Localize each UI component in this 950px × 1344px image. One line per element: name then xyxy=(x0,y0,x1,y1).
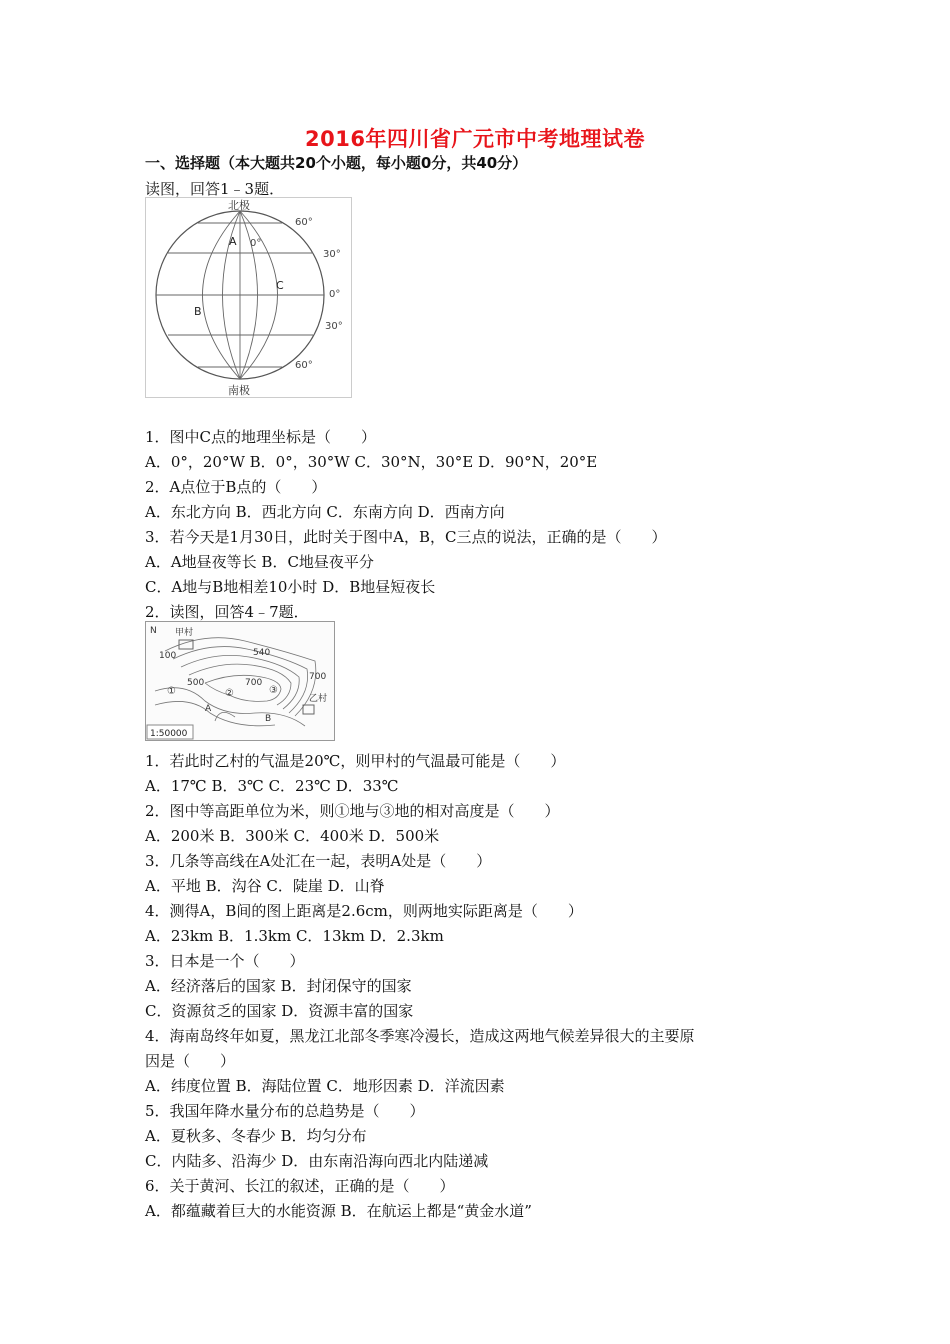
south-pole-label: 南极 xyxy=(228,384,250,397)
yi-village-label: 乙村 xyxy=(309,694,328,704)
question-1-3-options-a: A．A地昼夜等长 B．C地昼夜平分 xyxy=(145,553,374,571)
scale-label: 1:50000 xyxy=(150,729,188,739)
question-6-options-a: A．都蕴藏着巨大的水能资源 B．在航运上都是“黄金水道” xyxy=(145,1202,532,1220)
point-a-label: A xyxy=(229,235,237,248)
lat-30n-label: 30° xyxy=(323,249,341,260)
point-b-label: B xyxy=(194,305,202,318)
section-heading: 一、选择题（本大题共20个小题，每小题0分，共40分） xyxy=(145,154,528,172)
question-4-line-1: 4．海南岛终年如夏，黑龙江北部冬季寒冷漫长，造成这两地气候差异很大的主要原 xyxy=(145,1027,695,1045)
question-2-3-options: A．平地 B．沟谷 C．陡崖 D．山脊 xyxy=(145,877,385,895)
north-pole-label: 北极 xyxy=(228,199,250,212)
question-2-1: 1．若此时乙村的气温是20℃，则甲村的气温最可能是（ ） xyxy=(145,752,566,770)
question-3-options-c: C．资源贫乏的国家 D．资源丰富的国家 xyxy=(145,1002,414,1020)
question-4-options: A．纬度位置 B．海陆位置 C．地形因素 D．洋流因素 xyxy=(145,1077,505,1095)
question-5-options-a: A．夏秋多、冬春少 B．均匀分布 xyxy=(145,1127,367,1145)
lat-30s-label: 30° xyxy=(325,321,343,332)
question-1-2-options: A．东北方向 B．西北方向 C．东南方向 D．西南方向 xyxy=(145,503,505,521)
globe-figure xyxy=(145,197,352,398)
question-1-3: 3．若今天是1月30日，此时关于图中A，B，C三点的说法，正确的是（ ） xyxy=(145,528,667,546)
point-3-label: ③ xyxy=(269,685,278,696)
page-title: 2016年四川省广元市中考地理试卷 xyxy=(305,127,645,151)
intro-2: 2．读图，回答4﹣7题． xyxy=(145,603,309,621)
point-c-label: C xyxy=(276,279,284,292)
point-a-map-label: A xyxy=(205,704,212,714)
question-6: 6．关于黄河、长江的叙述，正确的是（ ） xyxy=(145,1177,455,1195)
contour-700b-label: 700 xyxy=(309,672,327,682)
question-1-2: 2．A点位于B点的（ ） xyxy=(145,478,327,496)
question-2-1-options: A．17℃ B．3℃ C．23℃ D．33℃ xyxy=(145,777,399,795)
question-3-options-a: A．经济落后的国家 B．封闭保守的国家 xyxy=(145,977,412,995)
question-5-options-c: C．内陆多、沿海少 D．由东南沿海向西北内陆递减 xyxy=(145,1152,489,1170)
question-2-2: 2．图中等高距单位为米，则①地与③地的相对高度是（ ） xyxy=(145,802,560,820)
question-2-4-options: A．23km B．1.3km C．13km D．2.3km xyxy=(145,927,444,945)
question-1-1-options: A．0°，20°W B．0°，30°W C．30°N，30°E D．90°N，20°E xyxy=(145,453,598,471)
question-3: 3．日本是一个（ ） xyxy=(145,952,305,970)
lon-0-label: 0° xyxy=(250,238,262,249)
contour-100-label: 100 xyxy=(159,651,177,661)
contour-540-label: 540 xyxy=(253,648,271,658)
question-2-3: 3．几条等高线在A处汇在一起，表明A处是（ ） xyxy=(145,852,492,870)
contour-map-figure xyxy=(145,621,335,741)
question-4-line-2: 因是（ ） xyxy=(145,1052,236,1070)
point-b-map-label: B xyxy=(265,714,272,724)
intro-1: 读图，回答1﹣3题． xyxy=(145,180,285,198)
question-2-2-options: A．200米 B．300米 C．400米 D．500米 xyxy=(145,827,440,845)
question-5: 5．我国年降水量分布的总趋势是（ ） xyxy=(145,1102,425,1120)
point-2-label: ② xyxy=(225,688,234,699)
contour-700a-label: 700 xyxy=(245,678,263,688)
lat-0-label: 0° xyxy=(329,289,341,300)
question-2-4: 4．测得A，B间的图上距离是2.6cm，则两地实际距离是（ ） xyxy=(145,902,583,920)
contour-500-label: 500 xyxy=(187,678,205,688)
lat-60n-label: 60° xyxy=(295,217,313,228)
jia-village-label: 甲村 xyxy=(175,628,194,638)
lat-60s-label: 60° xyxy=(295,360,313,371)
question-1-1: 1．图中C点的地理坐标是（ ） xyxy=(145,428,377,446)
question-1-3-options-c: C．A地与B地相差10小时 D．B地昼短夜长 xyxy=(145,578,436,596)
point-1-label: ① xyxy=(167,686,176,697)
north-arrow-label: N xyxy=(150,626,157,636)
